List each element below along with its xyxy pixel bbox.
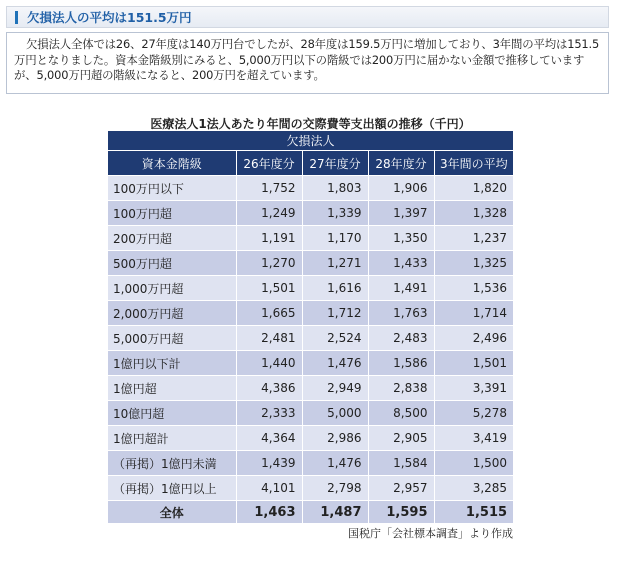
table-row [108, 201, 513, 226]
total-average: 1,515 [434, 501, 513, 524]
cell-fy27: 2,986 [302, 426, 368, 451]
row-label: 100万円超 [108, 201, 236, 226]
cell-average: 3,419 [434, 426, 513, 451]
table-row [108, 376, 513, 401]
column-header-fy27: 27年度分 [302, 151, 368, 176]
cell-average: 1,500 [434, 451, 513, 476]
cell-fy28: 1,433 [368, 251, 434, 276]
cell-fy28: 1,584 [368, 451, 434, 476]
row-label: 1億円超計 [108, 426, 236, 451]
total-fy28: 1,595 [368, 501, 434, 524]
row-label: （再掲）1億円未満 [108, 451, 236, 476]
cell-average: 1,714 [434, 301, 513, 326]
section-heading [6, 6, 609, 28]
cell-fy27: 1,339 [302, 201, 368, 226]
row-label: 1,000万円超 [108, 276, 236, 301]
cell-fy26: 1,501 [236, 276, 302, 301]
cell-fy28: 8,500 [368, 401, 434, 426]
table-row [108, 176, 513, 201]
row-label: 1億円以下計 [108, 351, 236, 376]
cell-fy26: 1,191 [236, 226, 302, 251]
cell-fy26: 1,440 [236, 351, 302, 376]
cell-fy27: 1,803 [302, 176, 368, 201]
table-row [108, 351, 513, 376]
cell-average: 1,325 [434, 251, 513, 276]
table-caption: 医療法人1法人あたり年間の交際費等支出額の推移（千円） [150, 117, 471, 131]
column-header-average: 3年間の平均 [434, 151, 513, 176]
total-fy27: 1,487 [302, 501, 368, 524]
cell-fy28: 2,838 [368, 376, 434, 401]
table-group-header: 欠損法人 [108, 131, 513, 151]
cell-fy27: 1,476 [302, 351, 368, 376]
cell-average: 3,391 [434, 376, 513, 401]
row-label: 5,000万円超 [108, 326, 236, 351]
cell-fy27: 1,712 [302, 301, 368, 326]
heading-title: 欠損法人の平均は151.5万円 [27, 10, 192, 25]
cell-fy27: 1,170 [302, 226, 368, 251]
column-header-capital: 資本金階級 [108, 151, 236, 176]
cell-average: 1,237 [434, 226, 513, 251]
cell-average: 1,328 [434, 201, 513, 226]
cell-fy27: 5,000 [302, 401, 368, 426]
cell-fy27: 2,798 [302, 476, 368, 501]
cell-fy27: 1,476 [302, 451, 368, 476]
cell-fy26: 1,665 [236, 301, 302, 326]
cell-fy26: 2,333 [236, 401, 302, 426]
cell-fy28: 1,763 [368, 301, 434, 326]
cell-fy28: 1,906 [368, 176, 434, 201]
table-row [108, 326, 513, 351]
table-row [108, 276, 513, 301]
row-label: 1億円超 [108, 376, 236, 401]
cell-fy26: 4,386 [236, 376, 302, 401]
row-label: 100万円以下 [108, 176, 236, 201]
cell-fy28: 1,586 [368, 351, 434, 376]
table-row [108, 226, 513, 251]
table-row [108, 301, 513, 326]
table-row [108, 476, 513, 501]
cell-average: 1,501 [434, 351, 513, 376]
cell-fy28: 1,491 [368, 276, 434, 301]
cell-fy27: 1,271 [302, 251, 368, 276]
heading-accent-bar [15, 11, 18, 24]
cell-average: 5,278 [434, 401, 513, 426]
column-header-fy28: 28年度分 [368, 151, 434, 176]
table-row [108, 251, 513, 276]
cell-fy26: 1,439 [236, 451, 302, 476]
cell-fy26: 1,752 [236, 176, 302, 201]
cell-average: 2,496 [434, 326, 513, 351]
cell-fy28: 1,397 [368, 201, 434, 226]
source-note: 国税庁「会社標本調査」より作成 [348, 527, 513, 540]
cell-fy28: 2,905 [368, 426, 434, 451]
cell-fy28: 2,957 [368, 476, 434, 501]
cell-average: 3,285 [434, 476, 513, 501]
cell-fy27: 2,949 [302, 376, 368, 401]
cell-average: 1,820 [434, 176, 513, 201]
cell-fy26: 4,364 [236, 426, 302, 451]
cell-fy26: 1,270 [236, 251, 302, 276]
expense-table [108, 131, 513, 523]
table-row [108, 401, 513, 426]
summary-box: 欠損法人全体では26、27年度は140万円台でしたが、28年度は159.5万円に増加しており、3年間の平均は151.5万円となりました。資本金階級別にみると、5,000万円以下の階級では200万円に届かない金額で推移していますが、5,000万円超の階級になると、200万円を超えています。 [6, 32, 609, 94]
total-fy26: 1,463 [236, 501, 302, 524]
row-label: 10億円超 [108, 401, 236, 426]
row-label: 500万円超 [108, 251, 236, 276]
cell-average: 1,536 [434, 276, 513, 301]
table-row [108, 426, 513, 451]
cell-fy26: 4,101 [236, 476, 302, 501]
column-header-fy26: 26年度分 [236, 151, 302, 176]
cell-fy26: 2,481 [236, 326, 302, 351]
cell-fy27: 2,524 [302, 326, 368, 351]
row-label: 2,000万円超 [108, 301, 236, 326]
table-row [108, 451, 513, 476]
row-label: （再掲）1億円以上 [108, 476, 236, 501]
total-label: 全体 [108, 501, 236, 524]
table-total-row [108, 501, 513, 524]
cell-fy26: 1,249 [236, 201, 302, 226]
cell-fy27: 1,616 [302, 276, 368, 301]
cell-fy28: 1,350 [368, 226, 434, 251]
row-label: 200万円超 [108, 226, 236, 251]
cell-fy28: 2,483 [368, 326, 434, 351]
